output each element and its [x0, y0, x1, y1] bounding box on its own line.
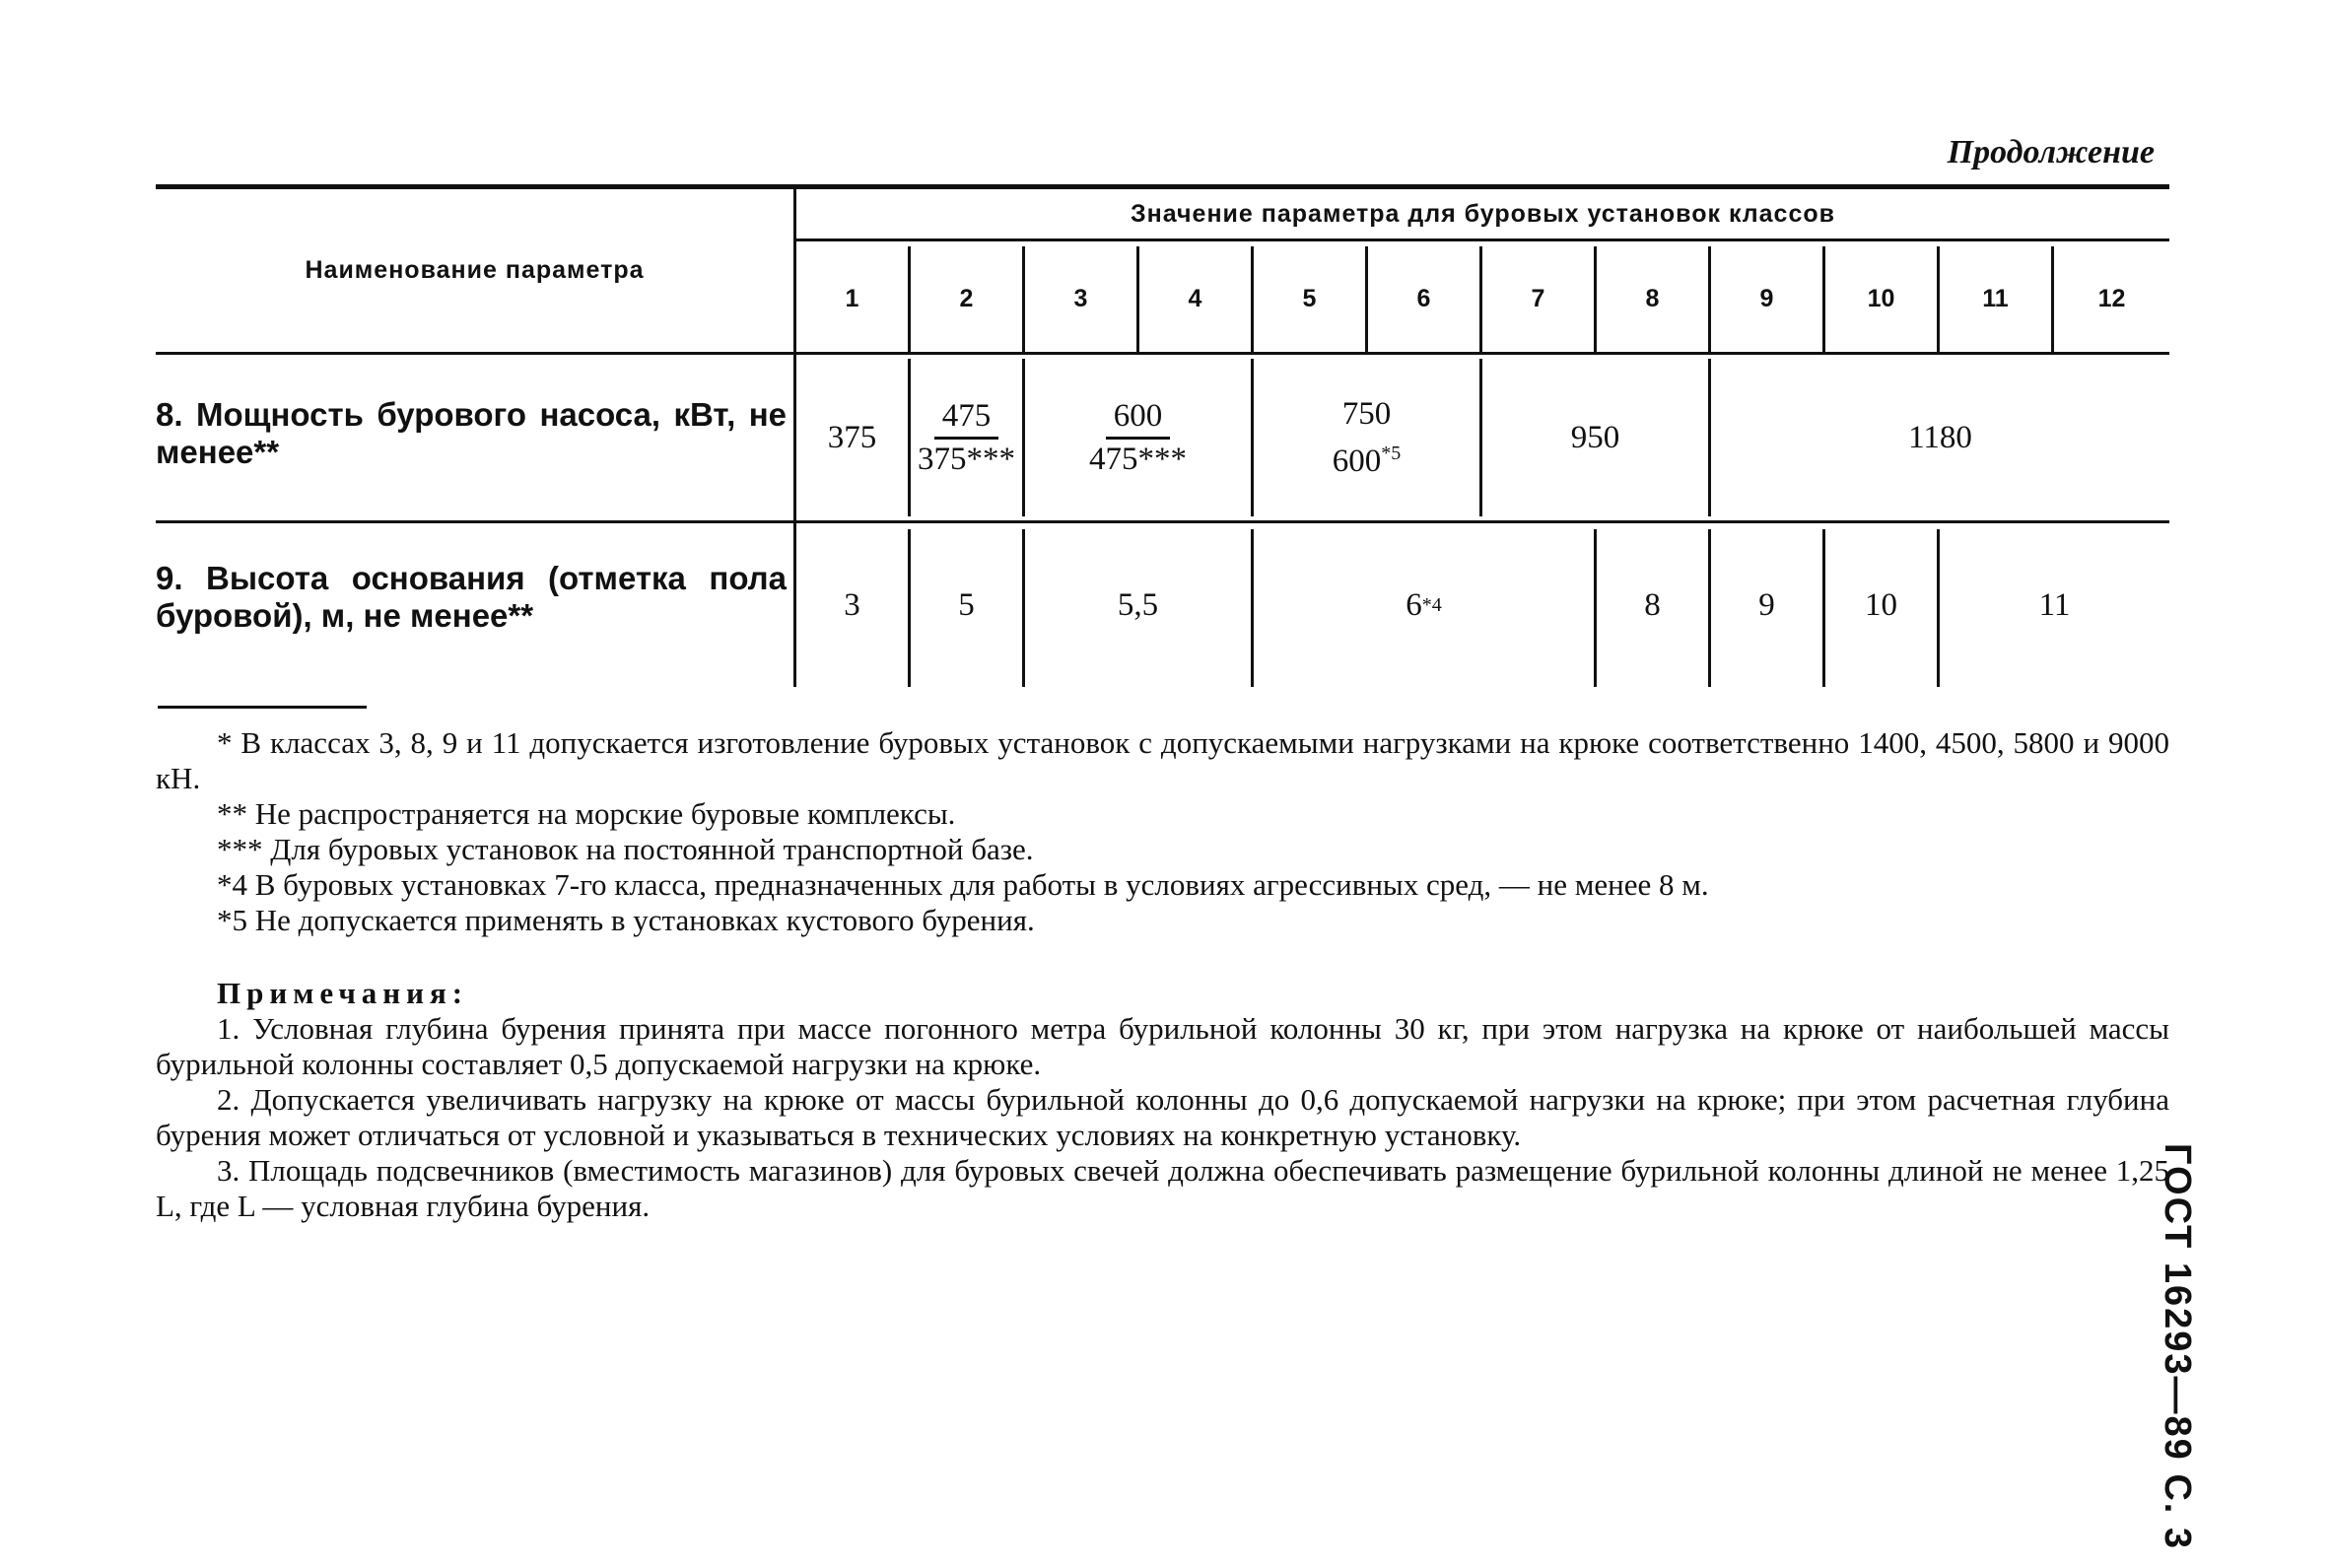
value-upper: 750 — [1341, 396, 1392, 432]
fraction-numerator: 600 — [1106, 398, 1171, 440]
notes-title: Примечания: — [217, 976, 469, 1010]
header-divider — [793, 239, 2169, 241]
value-lower — [1333, 434, 1402, 481]
param-header: Наименование параметра — [305, 256, 645, 284]
parameters-table — [156, 189, 2169, 687]
param-pump-power: 8. Мощность бурового насоса, кВт, не менее** — [156, 396, 787, 470]
fraction-denominator: 375*** — [918, 441, 1015, 477]
value-text: 6 — [1406, 586, 1422, 623]
class-col-7: 7 — [1531, 285, 1545, 312]
footnote-1: * В классах 3, 8, 9 и 11 допускается изготовление буровых установок с допускаемыми нагрузками на крюке соответственно 1400, 4500, 5800 и 9000 кН. — [156, 725, 2169, 795]
param-base-height: 9. Высота основания (отметка пола буровой), м, не менее** — [156, 560, 787, 634]
class-col-5: 5 — [1302, 285, 1317, 312]
footnote-mark: *4 — [1421, 593, 1442, 616]
class-col-8: 8 — [1645, 285, 1660, 312]
fraction — [1089, 398, 1187, 478]
class-col-2: 2 — [959, 285, 974, 312]
class-col-10: 10 — [1867, 285, 1895, 312]
class-col-4: 4 — [1188, 285, 1202, 312]
note-2: 2. Допускается увеличивать нагрузку на крюке от массы бурильной колонны до 0,6 допускаемой нагрузки на крюке; при этом расчетная глубина бурения может отличаться от условной и указываться в технических условиях на конкретную установку. — [156, 1082, 2169, 1152]
pump-power-class-1: 375 — [827, 419, 877, 455]
stacked-values — [1333, 394, 1402, 481]
base-height-class-2: 5 — [958, 586, 975, 623]
base-height-class-1: 3 — [844, 586, 860, 623]
note-1: 1. Условная глубина бурения принята при массе погонного метра бурильной колонны 30 кг, при этом нагрузка на крюке от наибольшей массы бурильной колонны составляет 0,5 допускаемой нагрузки на крюке. — [156, 1011, 2169, 1081]
base-height-class-10: 10 — [1865, 586, 1897, 623]
note-3: 3. Площадь подсвечников (вместимость магазинов) для буровых свечей должна обеспечивать размещение бурильной колонны длиной не менее 1,25 L, где L — условная глубина бурения. — [156, 1153, 2169, 1223]
footnote-3: *** Для буровых установок на постоянной транспортной базе. — [217, 832, 1034, 866]
class-col-3: 3 — [1073, 285, 1088, 312]
base-height-class-3-4: 5,5 — [1117, 586, 1159, 623]
notes-section — [156, 976, 2169, 1224]
side-page-label: ГОСТ 16293—89 С. 3 — [2157, 1143, 2198, 1551]
base-height-class-11-12: 11 — [2038, 586, 2071, 623]
footnotes — [156, 725, 2169, 938]
pump-power-class-2 — [911, 355, 1022, 520]
fraction-denominator: 475*** — [1089, 441, 1187, 477]
pump-power-class-3-4 — [1025, 355, 1251, 520]
fraction-numerator: 475 — [934, 398, 999, 440]
pump-power-class-5-6 — [1254, 355, 1479, 520]
footnote-4: *4 В буровых установках 7-го класса, предназначенных для работы в условиях агрессивных сред, — не менее 8 м. — [217, 867, 1709, 902]
class-col-1: 1 — [845, 285, 859, 312]
pump-power-class-9-12: 1180 — [1908, 419, 1972, 455]
footnote-2: ** Не распространяется на морские буровые комплексы. — [217, 796, 956, 831]
group-header: Значение параметра для буровых установок классов — [1131, 199, 1835, 228]
class-col-12: 12 — [2097, 285, 2126, 312]
class-col-6: 6 — [1416, 285, 1431, 312]
continuation-label: Продолжение — [1947, 134, 2155, 170]
footnote-rule — [158, 706, 367, 709]
footnote-mark: *5 — [1381, 443, 1402, 464]
value-text: 600 — [1332, 443, 1382, 479]
footnote-5: *5 Не допускается применять в установках кустового бурения. — [217, 903, 1035, 937]
fraction — [918, 398, 1015, 478]
base-height-class-9: 9 — [1758, 586, 1775, 623]
class-col-9: 9 — [1759, 285, 1774, 312]
class-col-11: 11 — [1982, 285, 2009, 312]
pump-power-class-7-8: 950 — [1570, 419, 1620, 455]
base-height-class-5-7 — [1254, 523, 1594, 687]
base-height-class-8: 8 — [1644, 586, 1661, 623]
